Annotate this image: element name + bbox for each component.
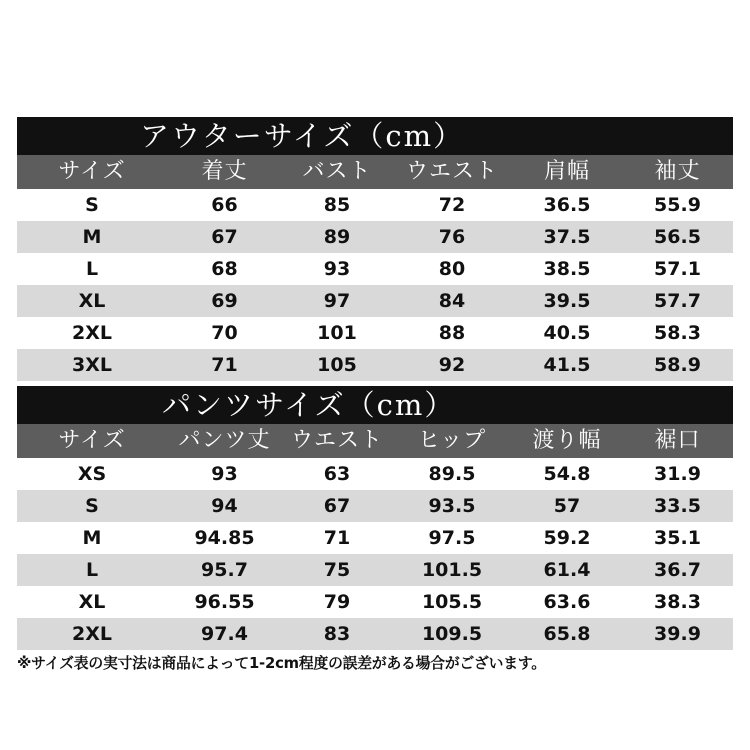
header-waist: ウエスト: [405, 159, 498, 184]
header-size: サイズ: [58, 428, 126, 453]
table-row: [17, 490, 733, 522]
table-cell: 71: [211, 354, 238, 376]
table-row: [17, 586, 733, 618]
table-cell: M: [82, 527, 102, 549]
table-cell: 3XL: [72, 354, 112, 376]
table-row: [17, 317, 733, 349]
table-cell: 57.7: [654, 290, 701, 312]
table-cell: 97.4: [201, 623, 248, 645]
table-cell: 65.8: [543, 623, 591, 645]
table-cell: 101.5: [421, 559, 483, 581]
table-cell: 67: [323, 495, 351, 517]
table-cell: XL: [78, 290, 106, 312]
table-cell: 57: [553, 495, 581, 517]
table-row: [17, 522, 733, 554]
table-cell: S: [85, 194, 99, 216]
table-cell: S: [85, 495, 99, 517]
table-cell: 33.5: [654, 495, 701, 517]
table-cell: 41.5: [543, 354, 591, 376]
table-row: [17, 554, 733, 586]
table-cell: 54.8: [543, 463, 591, 485]
table-cell: 57.1: [654, 258, 701, 280]
table-cell: 84: [438, 290, 466, 312]
table-cell: 56.5: [654, 226, 701, 248]
table-cell: 58.3: [654, 322, 701, 344]
header-pants-length: パンツ丈: [178, 428, 271, 453]
table-cell: 83: [323, 623, 351, 645]
header-thigh-width: 渡り幅: [532, 428, 602, 453]
table-cell: 94.85: [194, 527, 255, 549]
table-cell: L: [85, 559, 99, 581]
pants-size-chart: [17, 386, 733, 650]
table-cell: M: [82, 226, 102, 248]
table-cell: 36.7: [654, 559, 701, 581]
table-cell: 66: [211, 194, 238, 216]
header-sleeve: 袖丈: [654, 159, 701, 184]
table-cell: 58.9: [654, 354, 701, 376]
table-cell: XS: [77, 463, 107, 485]
table-cell: 55.9: [654, 194, 701, 216]
table-cell: 38.3: [654, 591, 701, 613]
table-cell: 63: [323, 463, 351, 485]
header-hip: ヒップ: [417, 428, 487, 453]
table-cell: 31.9: [654, 463, 701, 485]
table-cell: 97: [323, 290, 351, 312]
table-cell: 70: [211, 322, 238, 344]
table-cell: 109.5: [421, 623, 483, 645]
table-cell: 75: [323, 559, 351, 581]
pants-title-text: パンツサイズ（cm）: [162, 388, 456, 422]
table-cell: 93: [211, 463, 238, 485]
table-cell: 67: [211, 226, 238, 248]
header-length: 着丈: [201, 159, 248, 184]
table-cell: 89.5: [428, 463, 476, 485]
table-row: [17, 221, 733, 253]
header-size: サイズ: [58, 159, 126, 184]
table-row: [17, 458, 733, 490]
table-cell: 105.5: [421, 591, 483, 613]
table-cell: 105: [317, 354, 357, 376]
table-cell: 35.1: [654, 527, 701, 549]
header-waist: ウエスト: [290, 428, 383, 453]
table-row: [17, 285, 733, 317]
table-cell: 95.7: [201, 559, 248, 581]
table-row: [17, 618, 733, 650]
table-cell: 72: [438, 194, 466, 216]
table-cell: 88: [438, 322, 466, 344]
table-cell: 69: [211, 290, 238, 312]
table-row: [17, 253, 733, 285]
table-cell: XL: [78, 591, 106, 613]
table-cell: 2XL: [72, 322, 112, 344]
outer-size-chart-title: [17, 117, 733, 155]
table-row: [17, 349, 733, 381]
measurement-disclaimer: ※サイズ表の実寸法は商品によって1-2cm程度の誤差がある場合がございます。: [17, 655, 546, 672]
table-cell: 97.5: [428, 527, 476, 549]
header-bust: バスト: [302, 159, 372, 184]
table-cell: 39.5: [543, 290, 591, 312]
header-shoulder: 肩幅: [543, 159, 590, 184]
table-cell: 85: [323, 194, 351, 216]
pants-header-row: [17, 424, 733, 458]
table-cell: 79: [323, 591, 351, 613]
table-cell: 38.5: [543, 258, 591, 280]
table-cell: 68: [211, 258, 238, 280]
table-cell: 93: [323, 258, 351, 280]
pants-size-chart-title: [17, 386, 733, 424]
table-cell: 76: [438, 226, 466, 248]
table-cell: 39.9: [654, 623, 701, 645]
table-cell: 94: [211, 495, 238, 517]
outer-header-row: [17, 155, 733, 189]
table-cell: 63.6: [543, 591, 591, 613]
table-cell: 101: [317, 322, 357, 344]
table-cell: 59.2: [543, 527, 591, 549]
table-cell: 93.5: [428, 495, 476, 517]
table-cell: 89: [323, 226, 351, 248]
table-cell: 80: [438, 258, 466, 280]
table-cell: 36.5: [543, 194, 591, 216]
table-cell: 40.5: [543, 322, 591, 344]
table-row: [17, 189, 733, 221]
table-cell: 92: [438, 354, 466, 376]
table-cell: 71: [323, 527, 351, 549]
outer-title-text: アウターサイズ（cm）: [140, 119, 465, 153]
table-cell: 96.55: [194, 591, 255, 613]
header-hem: 裾口: [654, 428, 701, 453]
table-cell: L: [85, 258, 99, 280]
table-cell: 2XL: [72, 623, 112, 645]
outer-size-chart: [17, 117, 733, 381]
table-cell: 61.4: [543, 559, 591, 581]
table-cell: 37.5: [543, 226, 591, 248]
